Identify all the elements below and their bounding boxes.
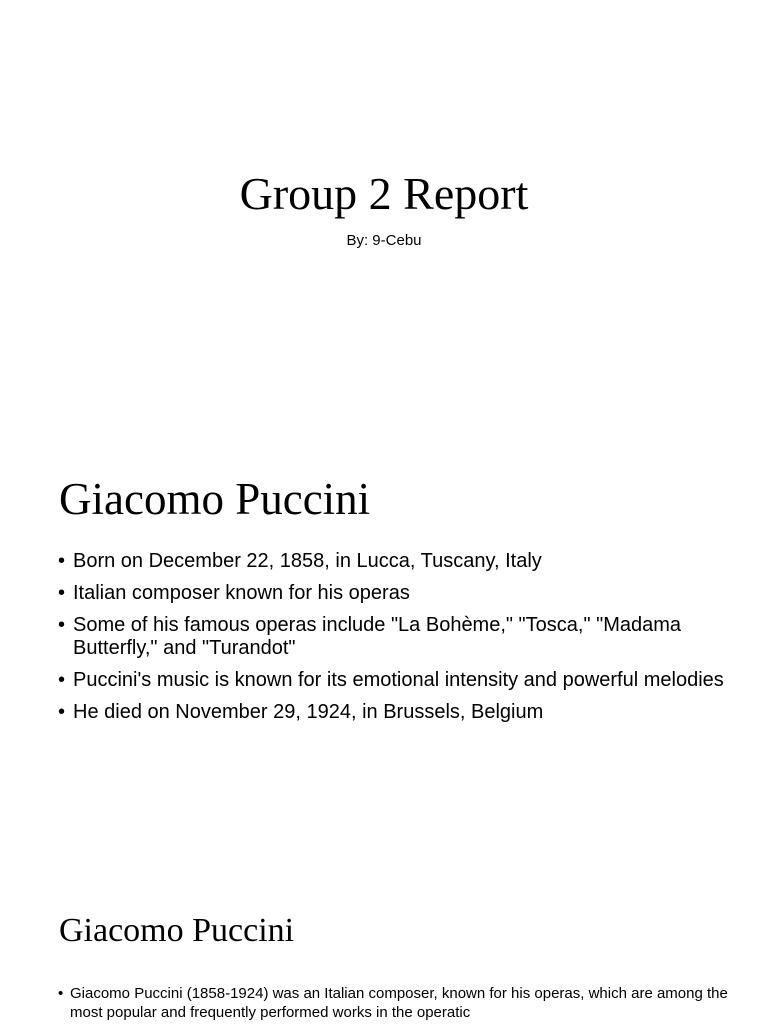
slide-subtitle: By: 9-Cebu [346,232,422,249]
bullet-list [58,550,728,733]
bullet-icon: • [58,701,66,723]
bullet-text: Italian composer known for his operas [73,582,410,604]
bullet-icon: • [58,550,66,572]
bullet-icon: • [58,582,66,604]
slide-title: Giacomo Puccini [59,912,295,949]
bullet-icon: • [58,985,64,1002]
bullet-text: He died on November 29, 1924, in Brussels, Belgium [73,701,544,723]
bullet-text: Born on December 22, 1858, in Lucca, Tuscany, Italy [73,550,542,572]
bullet-text: Giacomo Puccini (1858-1924) was an Italian composer, known for his operas, which are among the most popular and frequently performed works in the operatic [70,985,728,1021]
title-slide [0,0,768,400]
list-item [58,550,728,573]
bullet-text: Puccini's music is known for its emotional intensity and powerful melodies [73,669,724,691]
list-item [58,701,728,724]
list-item [58,669,728,692]
bullet-icon: • [58,614,66,636]
list-item [58,582,728,605]
slide-title: Group 2 Report [239,168,529,219]
bullet-icon: • [58,669,66,691]
bullet-text: Some of his famous operas include "La Bohème," "Tosca," "Madama Butterfly," and "Turandot" [73,614,682,659]
content-slide-puccini-summary [0,880,768,1024]
bullet-list [58,984,728,1022]
slide-title: Giacomo Puccini [59,474,371,524]
content-slide-puccini [0,440,768,880]
list-item [58,984,728,1022]
list-item [58,614,728,660]
